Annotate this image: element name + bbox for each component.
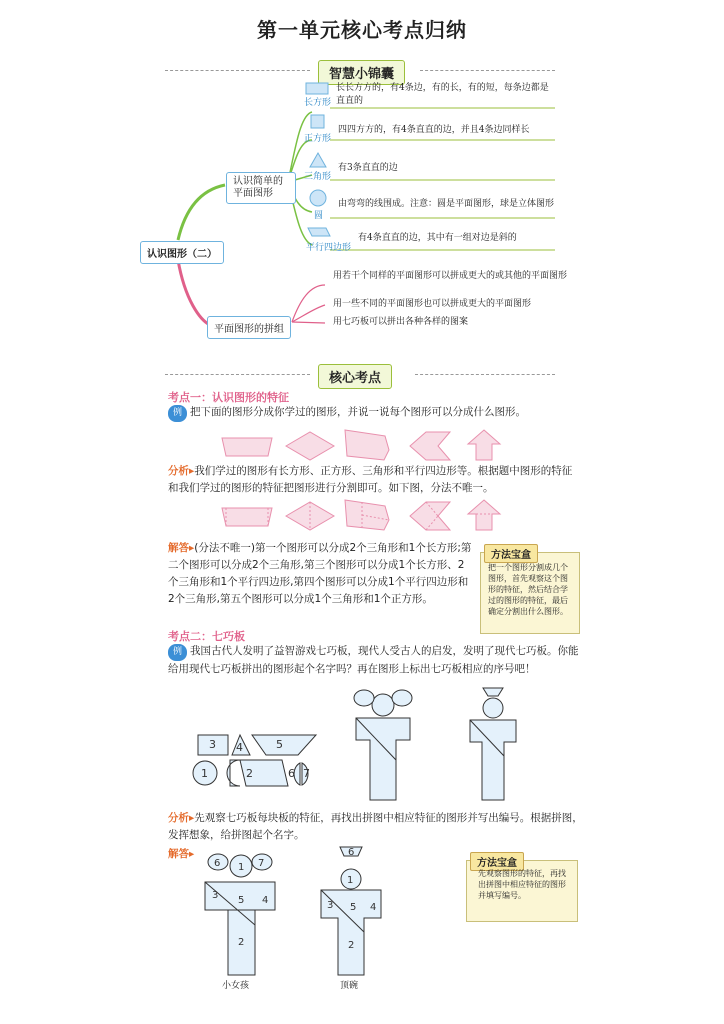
page-title: 第一单元核心考点归纳 bbox=[257, 18, 467, 42]
kp2-example-text: 我国古代人发明了益智游戏七巧板，现代人受古人的启发，发明了现代七巧板。你能给用现代七巧板拼出的图形起个名字吗？再在图形上标出七巧板相应的序号吧！ bbox=[168, 645, 579, 675]
piece-6: 6 bbox=[288, 767, 295, 780]
mindmap-root: 认识图形（二） bbox=[140, 241, 224, 264]
label-parallelogram: 平行四边形 bbox=[306, 243, 352, 253]
combo-item-1: 用若干个同样的平面图形可以拼成更大的或其他的平面图形 bbox=[333, 271, 568, 281]
svg-text:4: 4 bbox=[370, 902, 377, 913]
fig2-name: 顶碗 bbox=[340, 981, 359, 991]
piece-2: 2 bbox=[246, 767, 253, 780]
svg-text:1: 1 bbox=[347, 875, 354, 886]
label-square: 正方形 bbox=[304, 134, 332, 144]
mindmap-branch-simple-shapes: 认识简单的平面图形 bbox=[226, 172, 296, 204]
answer-label: 解答▸ bbox=[168, 542, 195, 554]
svg-text:3: 3 bbox=[212, 890, 219, 901]
kp1-example-text: 把下面的图形分成你学过的图形，并说一说每个图形可以分成什么图形。 bbox=[190, 406, 527, 418]
piece-1: 1 bbox=[201, 767, 208, 780]
label-circle: 圆 bbox=[314, 211, 324, 221]
desc-square: 四四方方的，有4条直直的边，并且4条边同样长 bbox=[338, 125, 530, 135]
svg-text:5: 5 bbox=[238, 895, 245, 906]
kp2-analysis-text: 先观察七巧板每块板的特征，再找出拼图中相应特征的图形并写出编号。根据拼图，发挥想象，给拼图起个名字。 bbox=[168, 812, 583, 841]
analysis-label-2: 分析▸ bbox=[168, 812, 195, 824]
svg-text:3: 3 bbox=[327, 900, 334, 911]
kp2-tip-title: 方法宝盒 bbox=[470, 852, 524, 871]
desc-circle: 由弯弯的线围成。注意：圆是平面图形，球是立体图形 bbox=[338, 199, 555, 209]
label-triangle: 三角形 bbox=[304, 172, 332, 182]
kp1-analysis-text: 我们学过的图形有长方形、正方形、三角形和平行四边形等。根据题中图形的特征和我们学过的图形的特征把图形进行分割即可。如下图，分法不唯一。 bbox=[168, 465, 573, 494]
combo-item-2: 用一些不同的平面图形也可以拼成更大的平面图形 bbox=[333, 299, 532, 309]
mindmap-branch-combination: 平面图形的拼组 bbox=[207, 316, 291, 339]
kp1-tip-title: 方法宝盒 bbox=[484, 544, 538, 563]
desc-parallelogram: 有4条直直的边，其中有一组对边是斜的 bbox=[358, 233, 517, 243]
piece-5: 5 bbox=[276, 738, 283, 751]
section-banner-key-points: 核心考点 bbox=[318, 364, 392, 389]
kp1-tip-text: 把一个图形分割成几个图形，首先观察这个图形的特征，然后结合学过的图形的特征，最后确定分割出什么图形。 bbox=[488, 563, 568, 616]
fig1-name: 小女孩 bbox=[222, 981, 250, 991]
kp1-title: 考点一：认识图形的特征 bbox=[168, 391, 289, 404]
desc-rectangle: 长长方方的，有4条边，有的长，有的短，每条边都是直直的 bbox=[336, 83, 549, 106]
svg-text:2: 2 bbox=[348, 940, 355, 951]
example-badge: 例 bbox=[168, 405, 187, 422]
desc-triangle: 有3条直直的边 bbox=[338, 163, 398, 173]
answer-label-2: 解答▸ bbox=[168, 848, 195, 860]
piece-4: 4 bbox=[236, 741, 243, 754]
kp2-title: 考点二：七巧板 bbox=[168, 630, 245, 643]
piece-7: 7 bbox=[303, 767, 310, 780]
kp2-tip-text: 先观察图形的特征，再找出拼图中相应特征的图形并填写编号。 bbox=[478, 869, 566, 900]
kp1-answer-text: (分法不唯一)第一个图形可以分成2个三角形和1个长方形;第二个图形可以分成2个三角形,第三个图形可以分成1个长方形、2个三角形和1个平行四边形,第四个图形可以分成1个平行四边形和2个三角形,第五个图形可以分成1个三角形和1个正方形。 bbox=[168, 542, 472, 605]
svg-text:5: 5 bbox=[350, 902, 357, 913]
svg-text:2: 2 bbox=[238, 937, 245, 948]
piece-3: 3 bbox=[209, 738, 216, 751]
analysis-label: 分析▸ bbox=[168, 465, 195, 477]
section-banner-wisdom: 智慧小锦囊 bbox=[318, 60, 405, 85]
label-rectangle: 长方形 bbox=[304, 98, 332, 108]
svg-text:6: 6 bbox=[214, 858, 221, 869]
svg-text:7: 7 bbox=[258, 858, 265, 869]
example-badge-2: 例 bbox=[168, 644, 187, 661]
combo-item-3: 用七巧板可以拼出各种各样的图案 bbox=[333, 317, 469, 327]
svg-text:6: 6 bbox=[348, 847, 355, 858]
svg-text:4: 4 bbox=[262, 895, 269, 906]
svg-text:1: 1 bbox=[238, 862, 245, 873]
